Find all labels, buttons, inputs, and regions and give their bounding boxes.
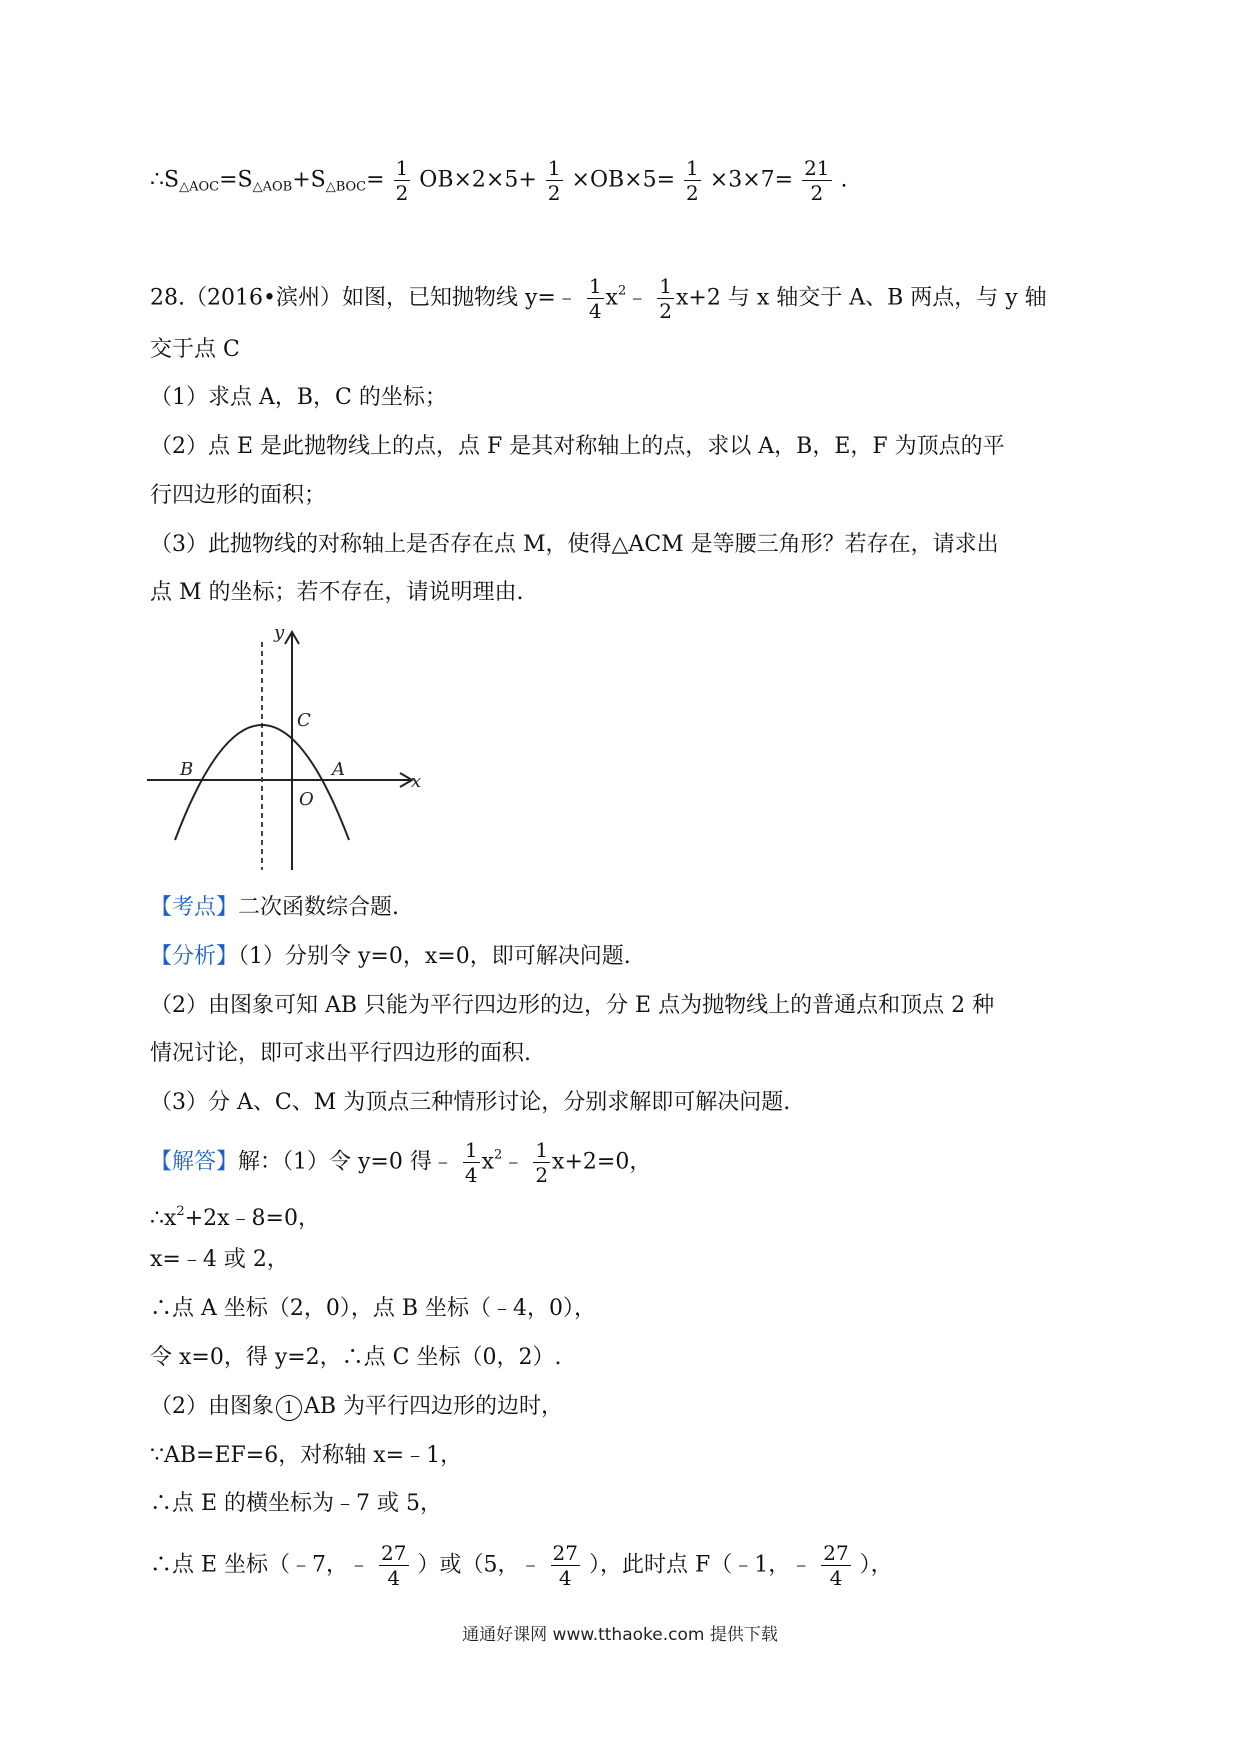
fraction: $\frac{1}{2}$ [395, 156, 409, 205]
fraction: $\frac{1}{4}$ [464, 1138, 478, 1187]
fenxi-line-3: 情况讨论，即可求出平行四边形的面积. [150, 1041, 531, 1066]
fenxi-line-4: （3）分 A、C、M 为顶点三种情形讨论，分别求解即可解决问题. [150, 1090, 791, 1115]
jieda-line-3: x=﹣4 或 2， [150, 1247, 289, 1272]
label-y: y [274, 622, 285, 643]
circled-number: 1 [276, 1395, 302, 1421]
kaodian-line: 【考点】二次函数综合题. [150, 895, 400, 920]
question-3a: （3）此抛物线的对称轴上是否存在点 M，使得△ACM 是等腰三角形？若存在，请求出 [150, 532, 999, 557]
jieda-line-7: ∵AB=EF=6，对称轴 x=﹣1， [150, 1443, 463, 1468]
fraction: $\frac{27}{4}$ [823, 1541, 849, 1590]
fraction: $\frac{1}{2}$ [535, 1138, 549, 1187]
problem-title-line: 28.（2016•滨州）如图，已知抛物线 y=﹣ $\frac{1}{4}$ $x^2﹣$ $\frac{1}{2}$ x+2 与 x 轴交于 A、B 两点，与 y 轴 [150, 274, 1047, 323]
jieda-line-4: ∴点 A 坐标（2，0），点 B 坐标（﹣4，0）， [150, 1296, 597, 1321]
area-equation: $\therefore S_{\triangle AOC}=S_{\triangle AOB}+S_{\triangle BOC}=$ $\frac{1}{2}$ OB×2×5+ $\frac{1}{2}$ ×OB×5= $\frac{1}{2}$ ×3×7= $\frac{21}{2}$ . [150, 156, 848, 205]
fenxi-line-1: 【分析】（1）分别令 y=0，x=0，即可解决问题. [150, 944, 631, 969]
label-c: C [297, 710, 311, 731]
jieda-line-6: （2）由图象 1 AB 为平行四边形的边时， [150, 1394, 564, 1419]
label-o: O [299, 789, 314, 810]
fraction: $\frac{27}{4}$ [552, 1541, 578, 1590]
fraction: $\frac{21}{2}$ [804, 156, 830, 205]
problem-line-2: 交于点 C [150, 337, 240, 362]
jieda-line-1: 【解答】解：（1）令 y=0 得﹣ $\frac{1}{4}$ $x^2﹣$ $\frac{1}{2}$ x+2=0， [150, 1138, 652, 1187]
fraction: $\frac{27}{4}$ [381, 1541, 407, 1590]
jieda-tag: 【解答】 [150, 1149, 239, 1175]
fraction: $\frac{1}{2}$ [659, 274, 672, 323]
jieda-line-8: ∴点 E 的横坐标为﹣7 或 5， [150, 1491, 443, 1516]
question-2a: （2）点 E 是此抛物线上的点，点 F 是其对称轴上的点，求以 A，B，E，F 为顶点的平 [150, 434, 1005, 459]
jieda-line-9: ∴点 E 坐标（﹣7，﹣ $\frac{27}{4}$ ）或（5，﹣ $\frac{27}{4}$ ），此时点 F（﹣1，﹣ $\frac{27}{4}$ ）， [150, 1541, 893, 1590]
label-b: B [180, 759, 194, 780]
question-2b: 行四边形的面积； [150, 483, 327, 508]
fenxi-tag: 【分析】 [150, 944, 239, 969]
parabola-figure [147, 620, 432, 870]
label-a: A [332, 759, 345, 780]
fenxi-line-2: （2）由图象可知 AB 只能为平行四边形的边，分 E 点为抛物线上的普通点和顶点 2 种 [150, 993, 995, 1018]
fraction: $\frac{1}{4}$ [588, 274, 602, 323]
label-x: x [411, 771, 422, 792]
question-1: （1）求点 A，B，C 的坐标； [150, 385, 447, 410]
jieda-line-2: $\therefore x^2+2x﹣8=0$， [150, 1204, 320, 1231]
kaodian-tag: 【考点】 [150, 895, 239, 920]
jieda-line-5: 令 x=0，得 y=2，∴点 C 坐标（0，2）. [150, 1345, 562, 1370]
fraction: $\frac{1}{2}$ [686, 156, 699, 205]
footer-watermark: 通通好课网 www.tthaoke.com 提供下载 [462, 1625, 778, 1645]
fraction: $\frac{1}{2}$ [547, 156, 561, 205]
question-3b: 点 M 的坐标；若不存在，请说明理由. [150, 580, 524, 605]
